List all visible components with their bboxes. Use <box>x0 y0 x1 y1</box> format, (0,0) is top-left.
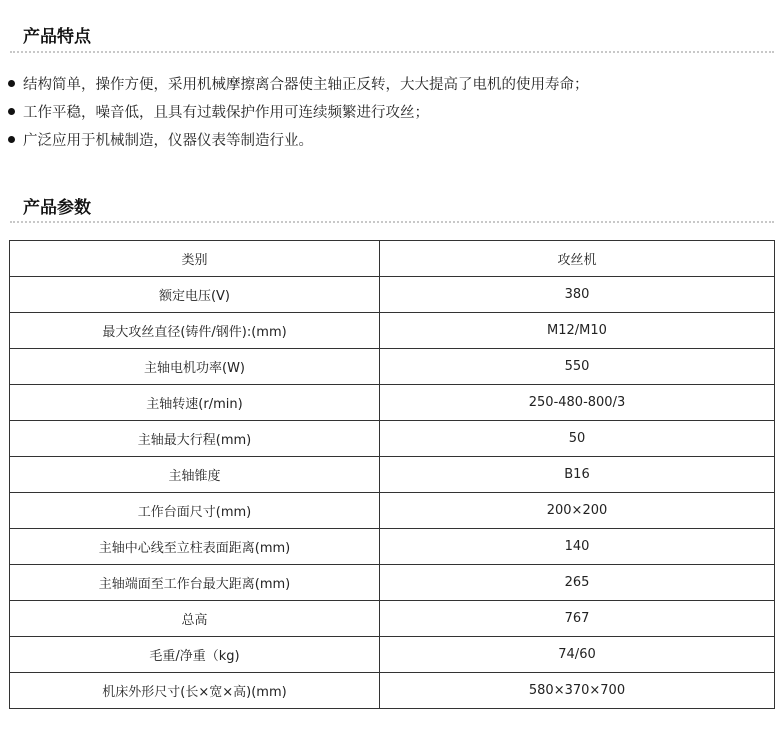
header-label-cell: 类别 <box>10 241 380 277</box>
features-list <box>8 69 589 153</box>
param-label: 额定电压(V) <box>10 277 380 313</box>
param-value: 550 <box>380 349 775 385</box>
param-value: 50 <box>380 421 775 457</box>
param-label: 总高 <box>10 601 380 637</box>
param-value: 74/60 <box>380 637 775 673</box>
param-value: 580×370×700 <box>380 673 775 709</box>
param-value: 250-480-800/3 <box>380 385 775 421</box>
param-value: 200×200 <box>380 493 775 529</box>
feature-item <box>8 97 589 125</box>
param-label: 主轴转速(r/min) <box>10 385 380 421</box>
param-label: 主轴锥度 <box>10 457 380 493</box>
feature-text: 工作平稳，噪音低，且具有过载保护作用可连续频繁进行攻丝； <box>23 104 429 121</box>
bullet-icon <box>8 136 15 143</box>
bullet-icon <box>8 80 15 87</box>
params-divider <box>10 221 774 223</box>
table-row <box>10 457 775 493</box>
feature-item <box>8 69 589 97</box>
table-row <box>10 421 775 457</box>
table-row <box>10 529 775 565</box>
table-row <box>10 565 775 601</box>
table-row <box>10 313 775 349</box>
table-header-row <box>10 241 775 277</box>
table-row <box>10 493 775 529</box>
param-label: 最大攻丝直径(铸件/钢件):(mm) <box>10 313 380 349</box>
param-label: 主轴电机功率(W) <box>10 349 380 385</box>
features-divider <box>10 51 774 53</box>
param-label: 机床外形尺寸(长×宽×高)(mm) <box>10 673 380 709</box>
param-label: 主轴端面至工作台最大距离(mm) <box>10 565 380 601</box>
table-row <box>10 349 775 385</box>
table-row <box>10 673 775 709</box>
param-value: 265 <box>380 565 775 601</box>
table-row <box>10 601 775 637</box>
param-value: 767 <box>380 601 775 637</box>
param-value: 380 <box>380 277 775 313</box>
table-row <box>10 385 775 421</box>
param-value: B16 <box>380 457 775 493</box>
params-table <box>9 240 775 709</box>
param-value: M12/M10 <box>380 313 775 349</box>
feature-item <box>8 125 589 153</box>
bullet-icon <box>8 108 15 115</box>
header-value-cell: 攻丝机 <box>380 241 775 277</box>
param-label: 工作台面尺寸(mm) <box>10 493 380 529</box>
param-label: 毛重/净重（kg) <box>10 637 380 673</box>
feature-text: 广泛应用于机械制造，仪器仪表等制造行业。 <box>23 132 313 149</box>
param-value: 140 <box>380 529 775 565</box>
params-title: 产品参数 <box>23 198 91 218</box>
feature-text: 结构简单，操作方便，采用机械摩擦离合器使主轴正反转，大大提高了电机的使用寿命； <box>23 76 589 93</box>
features-title: 产品特点 <box>23 27 91 47</box>
table-row <box>10 277 775 313</box>
param-label: 主轴中心线至立柱表面距离(mm) <box>10 529 380 565</box>
param-label: 主轴最大行程(mm) <box>10 421 380 457</box>
table-row <box>10 637 775 673</box>
